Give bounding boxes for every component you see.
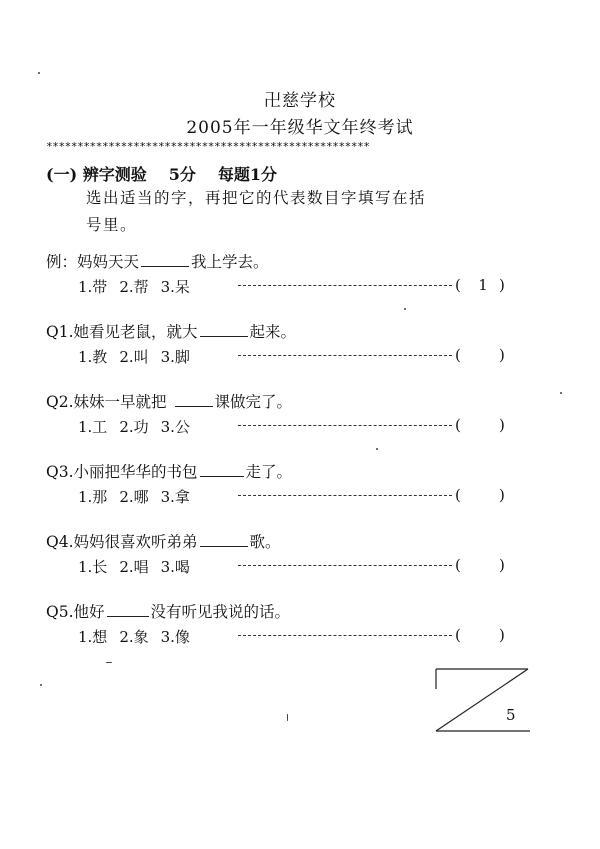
example-option-3: 3.呆 (160, 278, 190, 296)
example-option-2: 2.帮 (119, 278, 149, 296)
scan-speck (376, 448, 378, 450)
question-label: Q2. (46, 393, 74, 411)
question-after: 歌。 (249, 533, 281, 551)
star-divider: **************************************************** (46, 140, 370, 153)
question-blank[interactable] (107, 602, 149, 617)
example-answer: 1 (478, 276, 488, 294)
paren-open: ( (455, 416, 461, 434)
question-before: 他好 (73, 603, 105, 621)
section-title: (一) 辨字测验 (46, 165, 147, 184)
school-name: 卍慈学校 (264, 91, 336, 111)
option-1: 1.教 (78, 348, 108, 366)
question-blank[interactable] (200, 462, 244, 477)
example-sentence (46, 250, 269, 272)
question-before: 小丽把华华的书包 (73, 463, 198, 481)
scan-speck (38, 72, 40, 74)
question-label: Q1. (46, 323, 74, 341)
question-blank[interactable] (200, 532, 248, 547)
question-after: 课做完了。 (214, 393, 293, 411)
question-before: 她看见老鼠，就大 (73, 323, 198, 341)
paren-open: ( (455, 556, 461, 574)
option-2: 2.哪 (119, 488, 149, 506)
question-3-options (78, 486, 202, 507)
paren-close: ) (499, 626, 505, 644)
score-total: 5 (506, 706, 516, 724)
question-3-dash-line (238, 495, 452, 496)
option-3: 3.拿 (160, 488, 190, 506)
question-4-options (78, 556, 202, 577)
question-blank[interactable] (175, 392, 213, 407)
question-5-dash-line (238, 635, 452, 636)
option-1: 1.长 (78, 558, 108, 576)
question-3-sentence (46, 460, 292, 482)
option-1: 1.工 (78, 418, 108, 436)
question-2-sentence (46, 390, 292, 412)
scan-speck (287, 714, 288, 721)
option-3: 3.喝 (160, 558, 190, 576)
option-3: 3.脚 (160, 348, 190, 366)
option-1: 1.想 (78, 628, 108, 646)
question-4-dash-line (238, 565, 452, 566)
question-blank[interactable] (200, 322, 248, 337)
question-1-options (78, 346, 202, 367)
example-dash-line (238, 285, 452, 286)
paren-open: ( (455, 626, 461, 644)
question-4-sentence (46, 530, 281, 552)
question-after: 走了。 (245, 463, 293, 481)
example-before: 妈妈天天 (77, 253, 140, 271)
question-1-dash-line (238, 355, 452, 356)
paren-close: ) (499, 486, 505, 504)
example-option-1: 1.带 (78, 278, 108, 296)
question-label: Q3. (46, 463, 74, 481)
scan-speck (404, 308, 406, 310)
question-5-sentence (46, 600, 290, 622)
option-2: 2.象 (119, 628, 149, 646)
section-per-question: 每题1分 (217, 165, 277, 184)
option-2: 2.叫 (119, 348, 149, 366)
instruction-line-1: 选出适当的字，再把它的代表数目字填写在括 (86, 189, 427, 207)
paren-open: ( (455, 276, 461, 294)
option-1: 1.那 (78, 488, 108, 506)
option-3: 3.像 (160, 628, 190, 646)
example-label: 例： (46, 253, 78, 271)
scan-speck (40, 684, 42, 686)
example-options (78, 276, 202, 297)
paren-close: ) (499, 416, 505, 434)
question-after: 没有听见我说的话。 (150, 603, 291, 621)
question-before: 妈妈很喜欢听弟弟 (73, 533, 198, 551)
question-5-options (78, 626, 202, 647)
paren-open: ( (455, 346, 461, 364)
question-label: Q5. (46, 603, 74, 621)
scan-speck (106, 662, 112, 663)
question-2-dash-line (238, 425, 452, 426)
section-score: 5分 (168, 165, 196, 184)
option-3: 3.公 (160, 418, 190, 436)
paren-close: ) (499, 556, 505, 574)
option-2: 2.唱 (119, 558, 149, 576)
option-2: 2.功 (119, 418, 149, 436)
question-label: Q4. (46, 533, 74, 551)
paren-open: ( (455, 486, 461, 504)
example-blank (141, 252, 189, 267)
exam-title: 2005年一年级华文年终考试 (186, 118, 414, 138)
score-box (432, 665, 532, 735)
section-heading (46, 162, 277, 185)
question-2-options (78, 416, 202, 437)
instruction-line-2: 号里。 (86, 216, 138, 234)
question-1-sentence (46, 320, 296, 342)
example-after: 我上学去。 (191, 253, 269, 271)
scan-speck (560, 392, 562, 394)
question-after: 起来。 (249, 323, 297, 341)
paren-close: ) (499, 276, 505, 294)
paren-close: ) (499, 346, 505, 364)
question-before: 妹妹一早就把 (73, 393, 167, 411)
